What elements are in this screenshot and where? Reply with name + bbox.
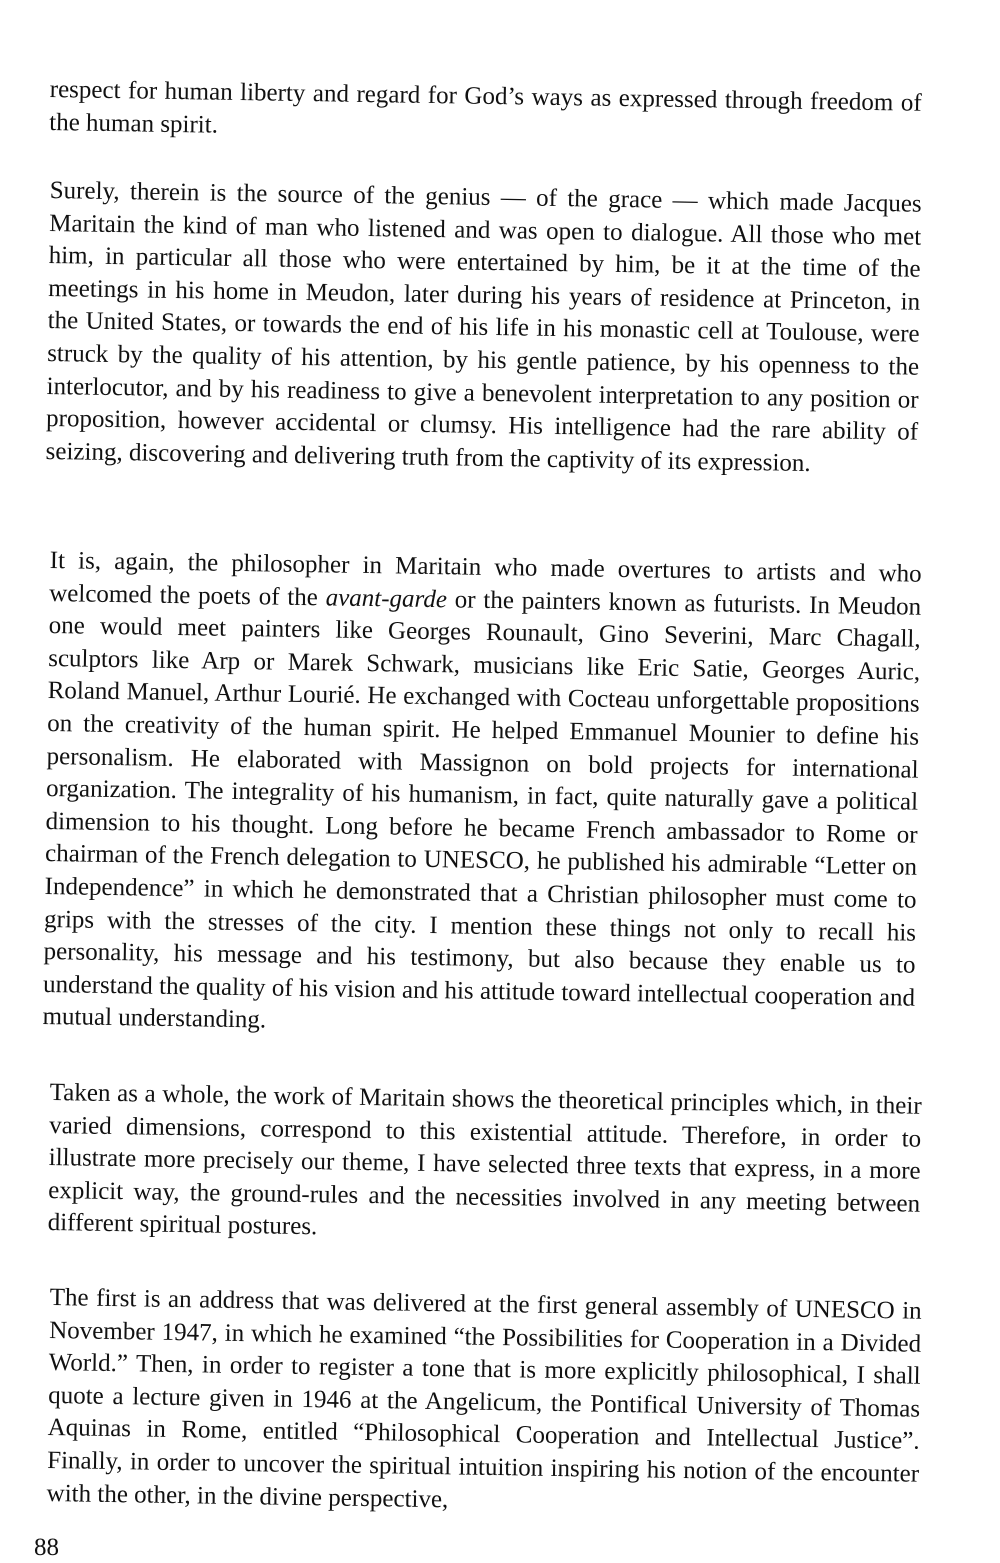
page-number: 88 <box>34 1534 59 1561</box>
paragraph-continuation: respect for human liberty and regard for God’s ways as expressed through freedom of the human spirit. <box>49 75 922 139</box>
paragraph-text-before-italic: It is, again, the philosopher in Maritain who made overtures to artists and who welcomed the poets of the <box>49 546 922 611</box>
paragraph-theoretical-principles: Taken as a whole, the work of Maritain shows the theoretical principles which, in their varied dimensions, correspond to this existential attitude. Therefore, in order to illustrate more precisely our theme, I have selected three texts that express, in a more explicit way, the ground-rules and the necessities involved in any meeting between different spiritual postures. <box>47 1078 922 1241</box>
paragraph-maritain-dialogue: Surely, therein is the source of the genius — of the grace — which made Jacques Maritain the kind of man who listened and was open to dialogue. All those who met him, in particular all those who were entertained by him, be it at the time of the meetings in his home in Meudon, later during his years of residence at Princeton, in the United States, or towards the end of his life in his monastic cell at Toulouse, were struck by the quality of his attention, by his gentle patience, by his openness to the interlocutor, and by his readiness to give a benevolent interpretation to any position or proposition, however accidental or clumsy. His intelligence had the rare ability of seizing, discovering and delivering truth from the captivity of its expression. <box>45 176 922 477</box>
paragraph-three-texts: The first is an address that was delivered at the first general assembly of UNESCO in November 1947, in which he examined “the Possibilities for Cooperation in a Divided World.” Then, in order to register a tone that is more explicitly philosophical, I shall quote a lecture given in 1946 at the Angelicum, the Pontifical University of Thomas Aquinas in Rome, entitled “Philosophical Cooperation and Intellectual Justice”. Finally, in order to uncover the spiritual intuition inspiring his notion of the encounter with the other, in the divine perspective, <box>46 1283 922 1513</box>
paragraph-artists-and-cooperation <box>42 545 922 1048</box>
italic-term: avant-garde <box>325 583 448 613</box>
paragraph-text-after-italic: or the painters known as futurists. In Meudon one would meet painters like Georges Rounault, Gino Severini, Marc Chagall, sculptors like Arp or Marek Schwark, musicians like Eric Satie, Georges Auric, Roland Manuel, Arthur Lourié. He exchanged with Cocteau unforgettable propositions on the creativity of the human spirit. He helped Emmanuel Mounier to define his personalism. He elaborated with Massignon on bold projects for international organization. The integrality of his humanism, in fact, quite naturally gave a political dimension to his thought. Long before he became French ambassador to Rome or chairman of the French delegation to UNESCO, he published his admirable “Letter on Independence” in which he demonstrated that a Christian philosopher must come to grips with the stresses of the city. I mention these things not only to recall his personality, his message and his testimony, but also because they enable us to understand the quality of his vision and his attitude toward intellectual cooperation and mutual understanding. <box>42 585 922 1034</box>
